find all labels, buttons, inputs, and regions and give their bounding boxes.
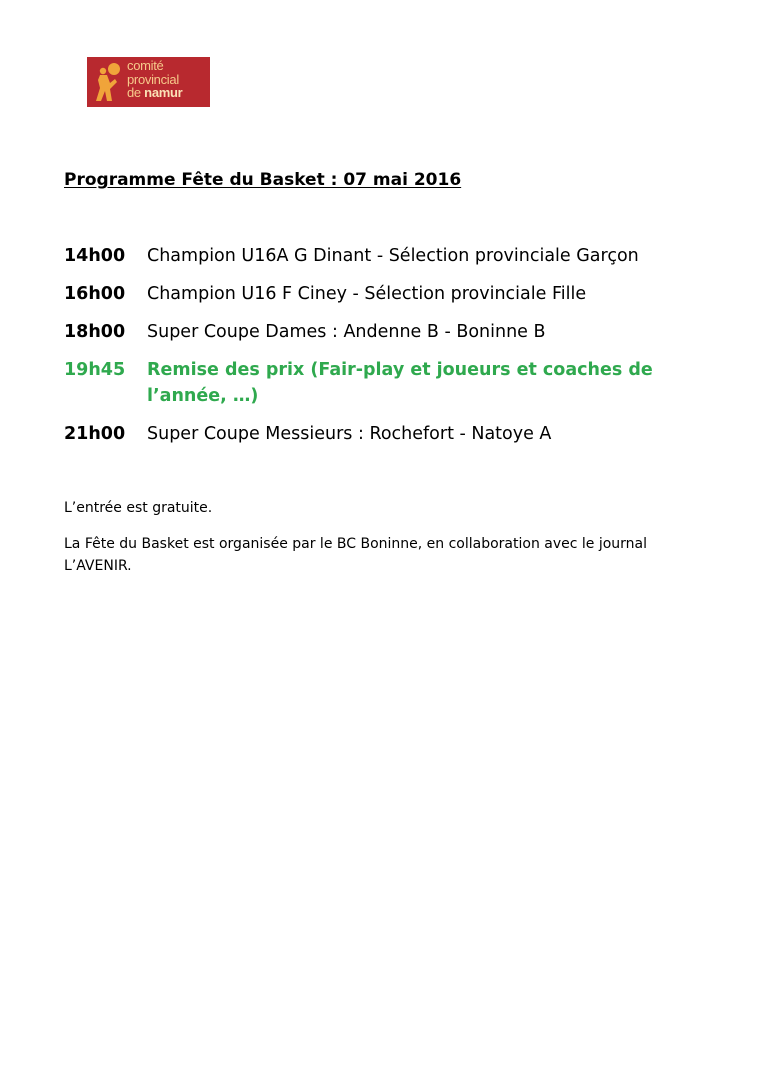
organizer-note: La Fête du Basket est organisée par le BC Boninne, en collaboration avec le journal L’AVENIR. (64, 536, 648, 574)
schedule-event: Remise des prix (Fair-play et joueurs et coaches de l’année, …) (147, 360, 653, 406)
schedule-time: 19h45 (64, 360, 126, 380)
logo-text (127, 59, 182, 100)
schedule-item (64, 319, 704, 345)
logo-line-3 (127, 86, 182, 100)
schedule-list (64, 243, 704, 459)
basketball-player-icon (91, 61, 123, 103)
schedule-item (64, 421, 704, 447)
schedule-time: 16h00 (64, 284, 126, 304)
page-title: Programme Fête du Basket : 07 mai 2016 (64, 170, 462, 190)
entry-note: L’entrée est gratuite. (64, 500, 213, 516)
schedule-time: 21h00 (64, 424, 126, 444)
schedule-event: Super Coupe Messieurs : Rochefort - Natoye A (147, 424, 552, 444)
organization-logo (87, 57, 210, 107)
schedule-event: Champion U16 F Ciney - Sélection provinciale Fille (147, 284, 587, 304)
schedule-item (64, 243, 704, 269)
schedule-item (64, 281, 704, 307)
schedule-event: Super Coupe Dames : Andenne B - Boninne B (147, 322, 546, 342)
schedule-time: 14h00 (64, 246, 126, 266)
logo-line-1: comité (127, 58, 164, 73)
logo-line-3-prefix: de (127, 85, 145, 100)
logo-line-2: provincial (127, 71, 179, 87)
logo-line-3-bold: namur (144, 85, 183, 100)
schedule-item-highlight (64, 357, 704, 409)
schedule-event: Champion U16A G Dinant - Sélection provinciale Garçon (147, 246, 639, 266)
schedule-time: 18h00 (64, 322, 126, 342)
